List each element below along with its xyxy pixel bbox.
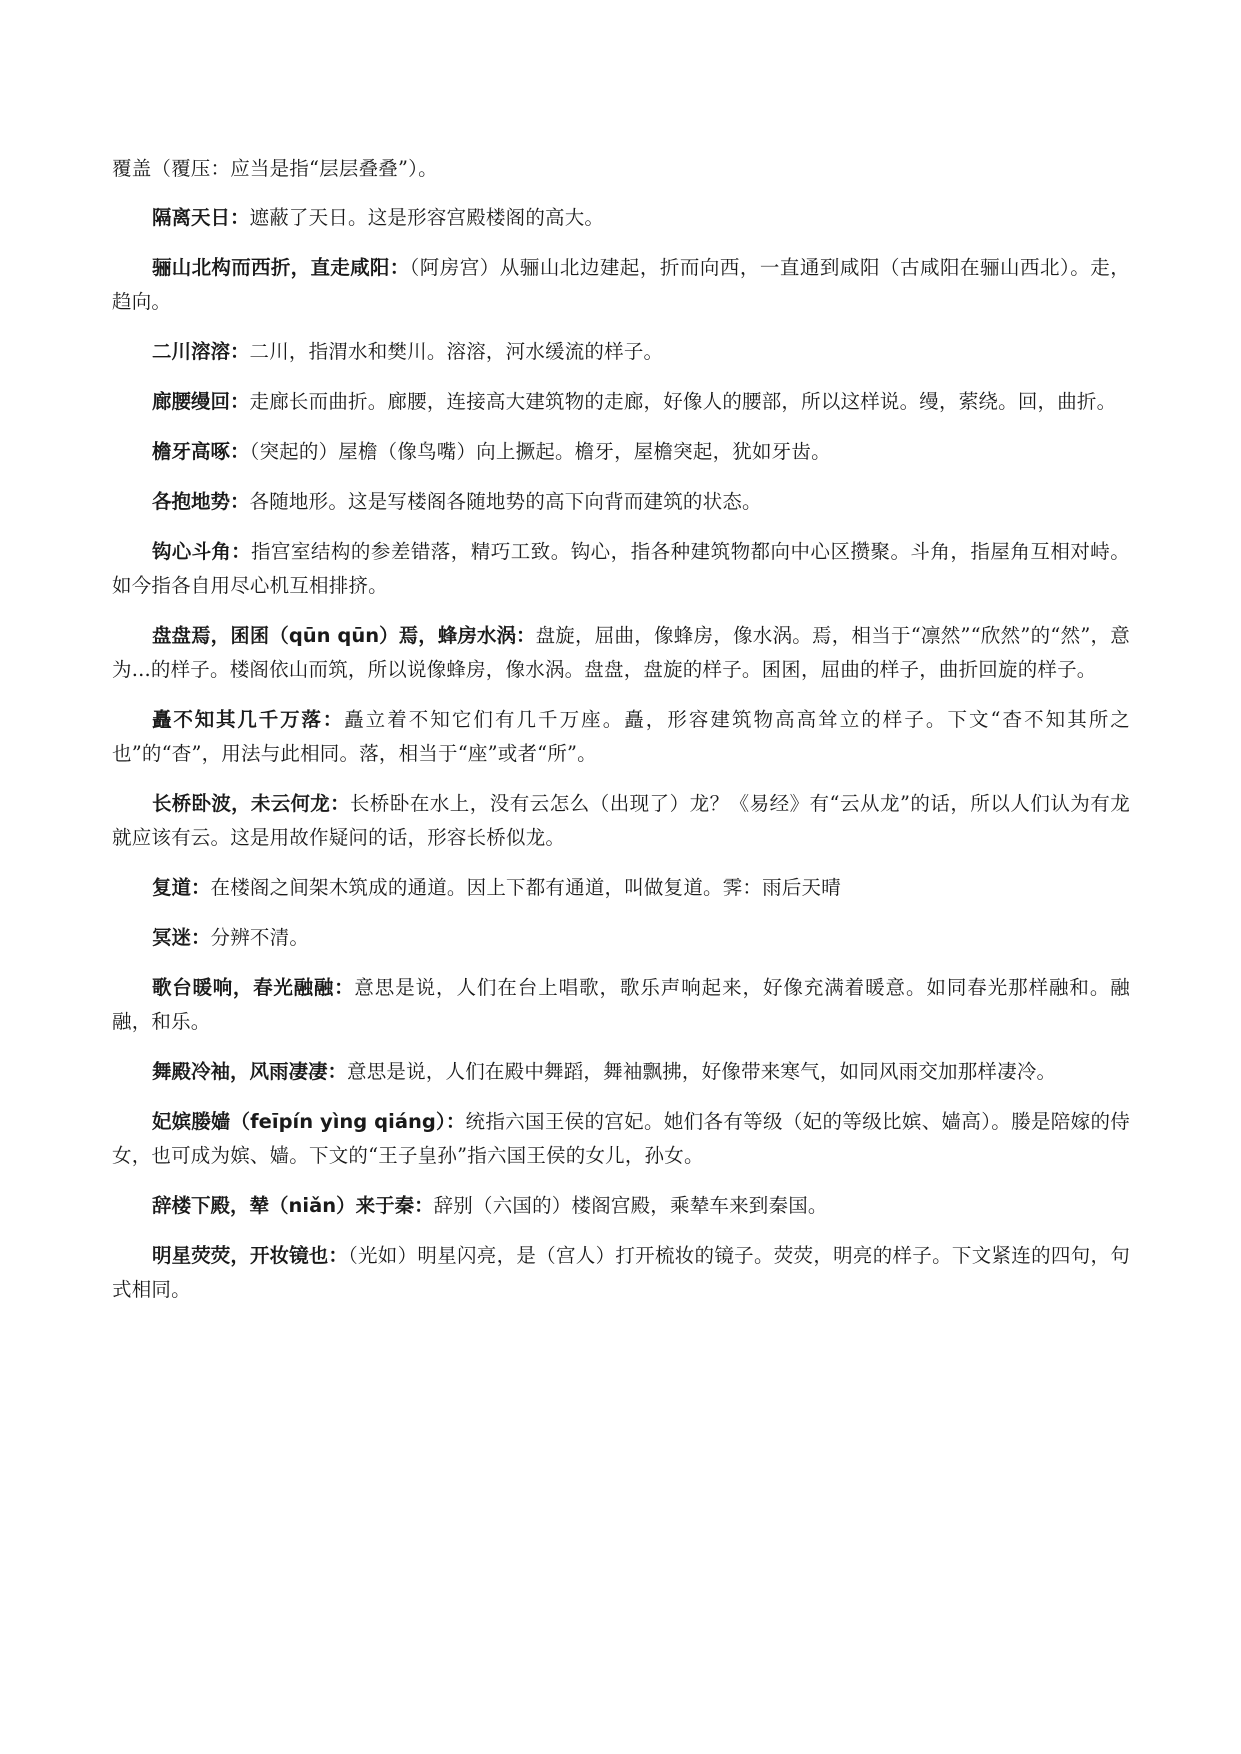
paragraph-6 bbox=[112, 485, 1130, 519]
paragraph-text: 辞别（六国的）楼阁宫殿，乘辇车来到秦国。 bbox=[433, 1194, 828, 1217]
paragraph-text: （突起的）屋檐（像鸟嘴）向上撅起。檐牙，屋檐突起，犹如牙齿。 bbox=[249, 440, 831, 463]
paragraph-text: 在楼阁之间架木筑成的通道。因上下都有通道，叫做复道。霁：雨后天晴 bbox=[210, 876, 841, 899]
paragraph-text: 意思是说，人们在殿中舞蹈，舞袖飘拂，好像带来寒气，如同风雨交加那样凄冷。 bbox=[347, 1060, 1057, 1083]
term: 辞楼下殿，辇（niǎn）来于秦： bbox=[152, 1194, 434, 1217]
term: 长桥卧波，未云何龙： bbox=[152, 792, 350, 815]
term: 骊山北构而西折，直走咸阳： bbox=[152, 256, 410, 279]
term: 明星荧荧，开妆镜也： bbox=[152, 1244, 348, 1267]
term: 隔离天日： bbox=[152, 206, 250, 229]
paragraph-9 bbox=[112, 703, 1130, 771]
paragraph-text: 矗立着不知它们有几千万座。矗，形容建筑物高高耸立的样子。下文“杳不知其所之也”的“杳”，用法与此相同。落，相当于“座”或者“所”。 bbox=[112, 708, 1130, 765]
term: 盘盘焉，囷囷（qūn qūn）焉，蜂房水涡： bbox=[152, 624, 536, 647]
paragraph-0 bbox=[112, 152, 1130, 186]
paragraph-text: 统指六国王侯的宫妃。她们各有等级（妃的等级比嫔、嫱高）。媵是陪嫁的侍女，也可成为嫔、嫱。下文的“王子皇孙”指六国王侯的女儿，孙女。 bbox=[112, 1110, 1130, 1167]
paragraph-text: 走廊长而曲折。廊腰，连接高大建筑物的走廊，好像人的腰部，所以这样说。缦，萦绕。回，曲折。 bbox=[249, 390, 1117, 413]
term: 冥迷： bbox=[152, 926, 211, 949]
paragraph-text: 盘旋，屈曲，像蜂房，像水涡。焉，相当于“凛然”“欣然”的“然”，意为...的样子。楼阁依山而筑，所以说像蜂房，像水涡。盘盘，盘旋的样子。囷囷，屈曲的样子，曲折回旋的样子。 bbox=[112, 624, 1130, 681]
paragraph-text: 意思是说，人们在台上唱歌，歌乐声响起来，好像充满着暖意。如同春光那样融和。融融，和乐。 bbox=[112, 976, 1130, 1033]
term: 各抱地势： bbox=[152, 490, 250, 513]
paragraph-4 bbox=[112, 385, 1130, 419]
term: 妃嫔媵嫱（feīpín yìng qiáng）： bbox=[152, 1110, 466, 1133]
paragraph-17 bbox=[112, 1239, 1130, 1307]
paragraph-text: 遮蔽了天日。这是形容宫殿楼阁的高大。 bbox=[249, 206, 605, 229]
term: 复道： bbox=[152, 876, 211, 899]
paragraph-text: 二川，指渭水和樊川。溶溶，河水缓流的样子。 bbox=[249, 340, 664, 363]
paragraph-text: （阿房宫）从骊山北边建起，折而向西，一直通到咸阳（古咸阳在骊山西北）。走，趋向。 bbox=[112, 256, 1130, 313]
term: 二川溶溶： bbox=[152, 340, 250, 363]
paragraph-text: 覆盖（覆压：应当是指“层层叠叠”）。 bbox=[112, 157, 438, 180]
term: 檐牙高啄： bbox=[152, 440, 250, 463]
paragraph-7 bbox=[112, 535, 1130, 603]
paragraph-1 bbox=[112, 201, 1130, 235]
term: 舞殿冷袖，风雨凄凄： bbox=[152, 1060, 348, 1083]
annotation-text bbox=[112, 152, 1130, 1323]
paragraph-14 bbox=[112, 1055, 1130, 1089]
paragraph-8 bbox=[112, 619, 1130, 687]
paragraph-3 bbox=[112, 335, 1130, 369]
paragraph-text: （光如）明星闪亮，是（宫人）打开梳妆的镜子。荧荧，明亮的样子。下文紧连的四句，句式相同。 bbox=[112, 1244, 1130, 1301]
paragraph-12 bbox=[112, 921, 1130, 955]
term: 钩心斗角： bbox=[152, 540, 251, 563]
paragraph-text: 长桥卧在水上，没有云怎么（出现了）龙？《易经》有“云从龙”的话，所以人们认为有龙就应该有云。这是用故作疑问的话，形容长桥似龙。 bbox=[112, 792, 1130, 849]
paragraph-10 bbox=[112, 787, 1130, 855]
paragraph-text: 分辨不清。 bbox=[210, 926, 310, 949]
term: 歌台暖响，春光融融： bbox=[152, 976, 355, 999]
paragraph-2 bbox=[112, 251, 1130, 319]
term: 矗不知其几千万落： bbox=[152, 708, 345, 731]
paragraph-16 bbox=[112, 1189, 1130, 1223]
paragraph-5 bbox=[112, 435, 1130, 469]
paragraph-text: 各随地形。这是写楼阁各随地势的高下向背而建筑的状态。 bbox=[249, 490, 762, 513]
paragraph-text: 指宫室结构的参差错落，精巧工致。钩心，指各种建筑物都向中心区攒聚。斗角，指屋角互相对峙。如今指各自用尽心机互相排挤。 bbox=[112, 540, 1130, 597]
paragraph-15 bbox=[112, 1105, 1130, 1173]
paragraph-13 bbox=[112, 971, 1130, 1039]
paragraph-11 bbox=[112, 871, 1130, 905]
term: 廊腰缦回： bbox=[152, 390, 250, 413]
